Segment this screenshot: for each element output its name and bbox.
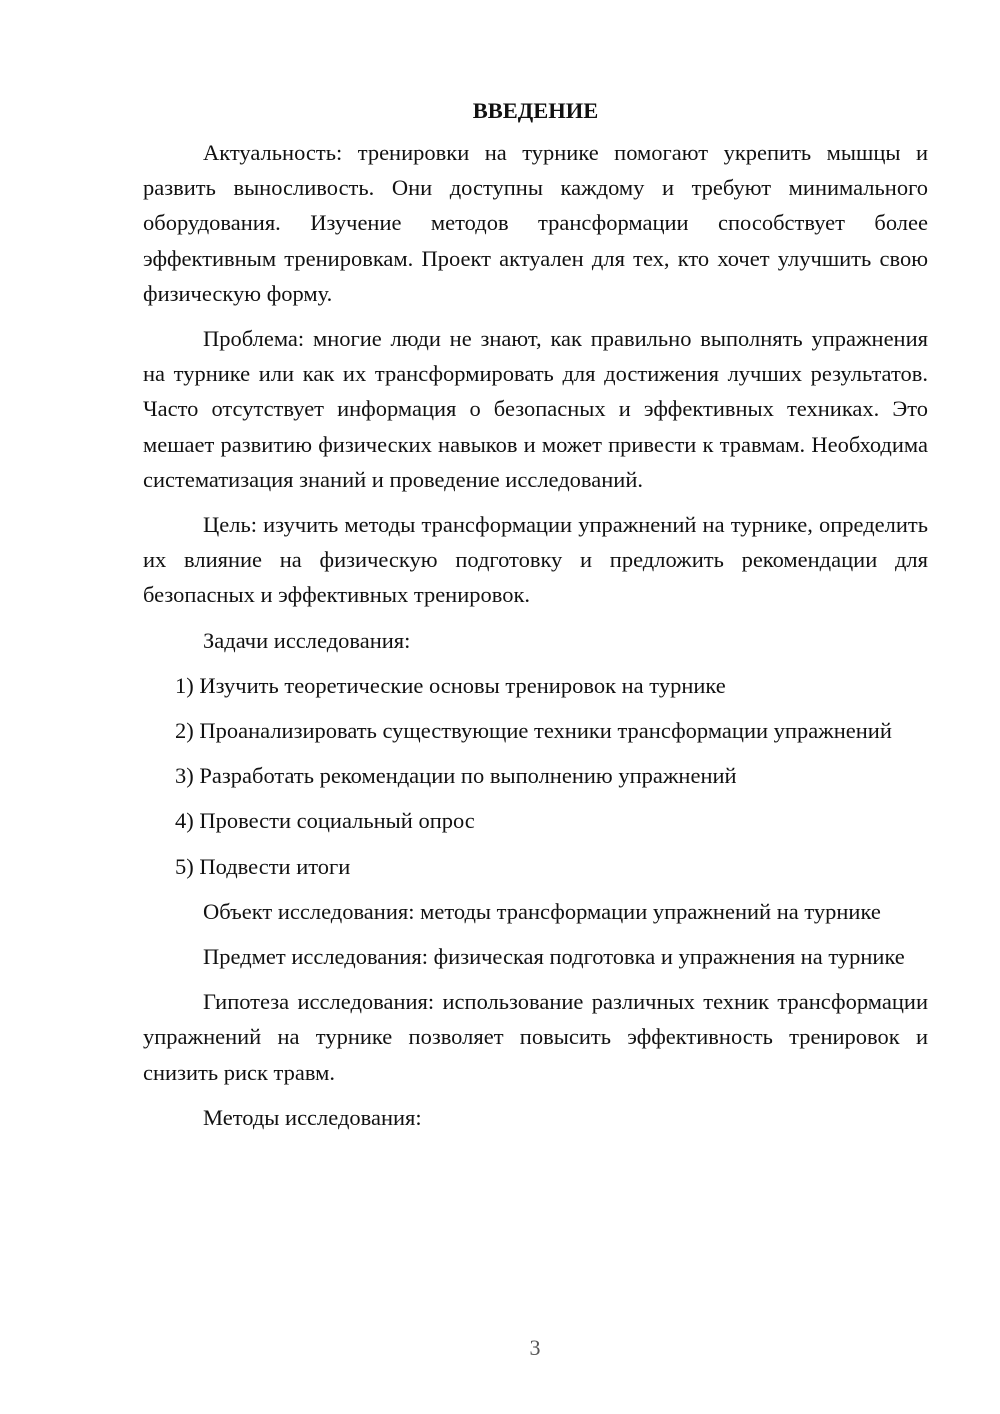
task-item: 5) Подвести итоги xyxy=(175,853,351,879)
document-page xyxy=(143,95,928,1145)
page-title: ВВЕДЕНИЕ xyxy=(472,98,599,123)
task-item: 1) Изучить теоретические основы тренировок на турнике xyxy=(175,672,726,698)
paragraph-subject: Предмет исследования: физическая подготовка и упражнения на турнике xyxy=(203,944,905,970)
page-number: 3 xyxy=(529,1335,541,1360)
paragraph-relevance: Актуальность: тренировки на турнике помогают укрепить мышцы и развить выносливость. Они доступны каждому и требуют минимального оборудования. Изучение методов трансформации способствует более эффективным тренировкам. Проект актуален для тех, кто хочет улучшить свою физическую форму. xyxy=(143,140,928,306)
paragraph-hypothesis: Гипотеза исследования: использование различных техник трансформации упражнений на турнике позволяет повысить эффективность тренировок и снизить риск травм. xyxy=(143,989,928,1085)
task-item: 3) Разработать рекомендации по выполнению упражнений xyxy=(175,763,737,789)
paragraph-object: Объект исследования: методы трансформации упражнений на турнике xyxy=(203,898,881,924)
task-item: 4) Провести социальный опрос xyxy=(175,808,475,834)
paragraph-problem: Проблема: многие люди не знают, как правильно выполнять упражнения на турнике или как их трансформировать для достижения лучших результатов. Часто отсутствует информация о безопасных и эффективных техниках. Это мешает развитию физических навыков и может привести к травмам. Необходима систематизация знаний и проведение исследований. xyxy=(143,326,928,492)
paragraph-tasks-heading: Задачи исследования: xyxy=(203,627,411,653)
paragraph-goal: Цель: изучить методы трансформации упражнений на турнике, определить их влияние на физическую подготовку и предложить рекомендации для безопасных и эффективных тренировок. xyxy=(143,512,928,608)
paragraph-methods: Методы исследования: xyxy=(203,1104,422,1130)
task-item: 2) Проанализировать существующие техники трансформации упражнений xyxy=(175,718,892,744)
